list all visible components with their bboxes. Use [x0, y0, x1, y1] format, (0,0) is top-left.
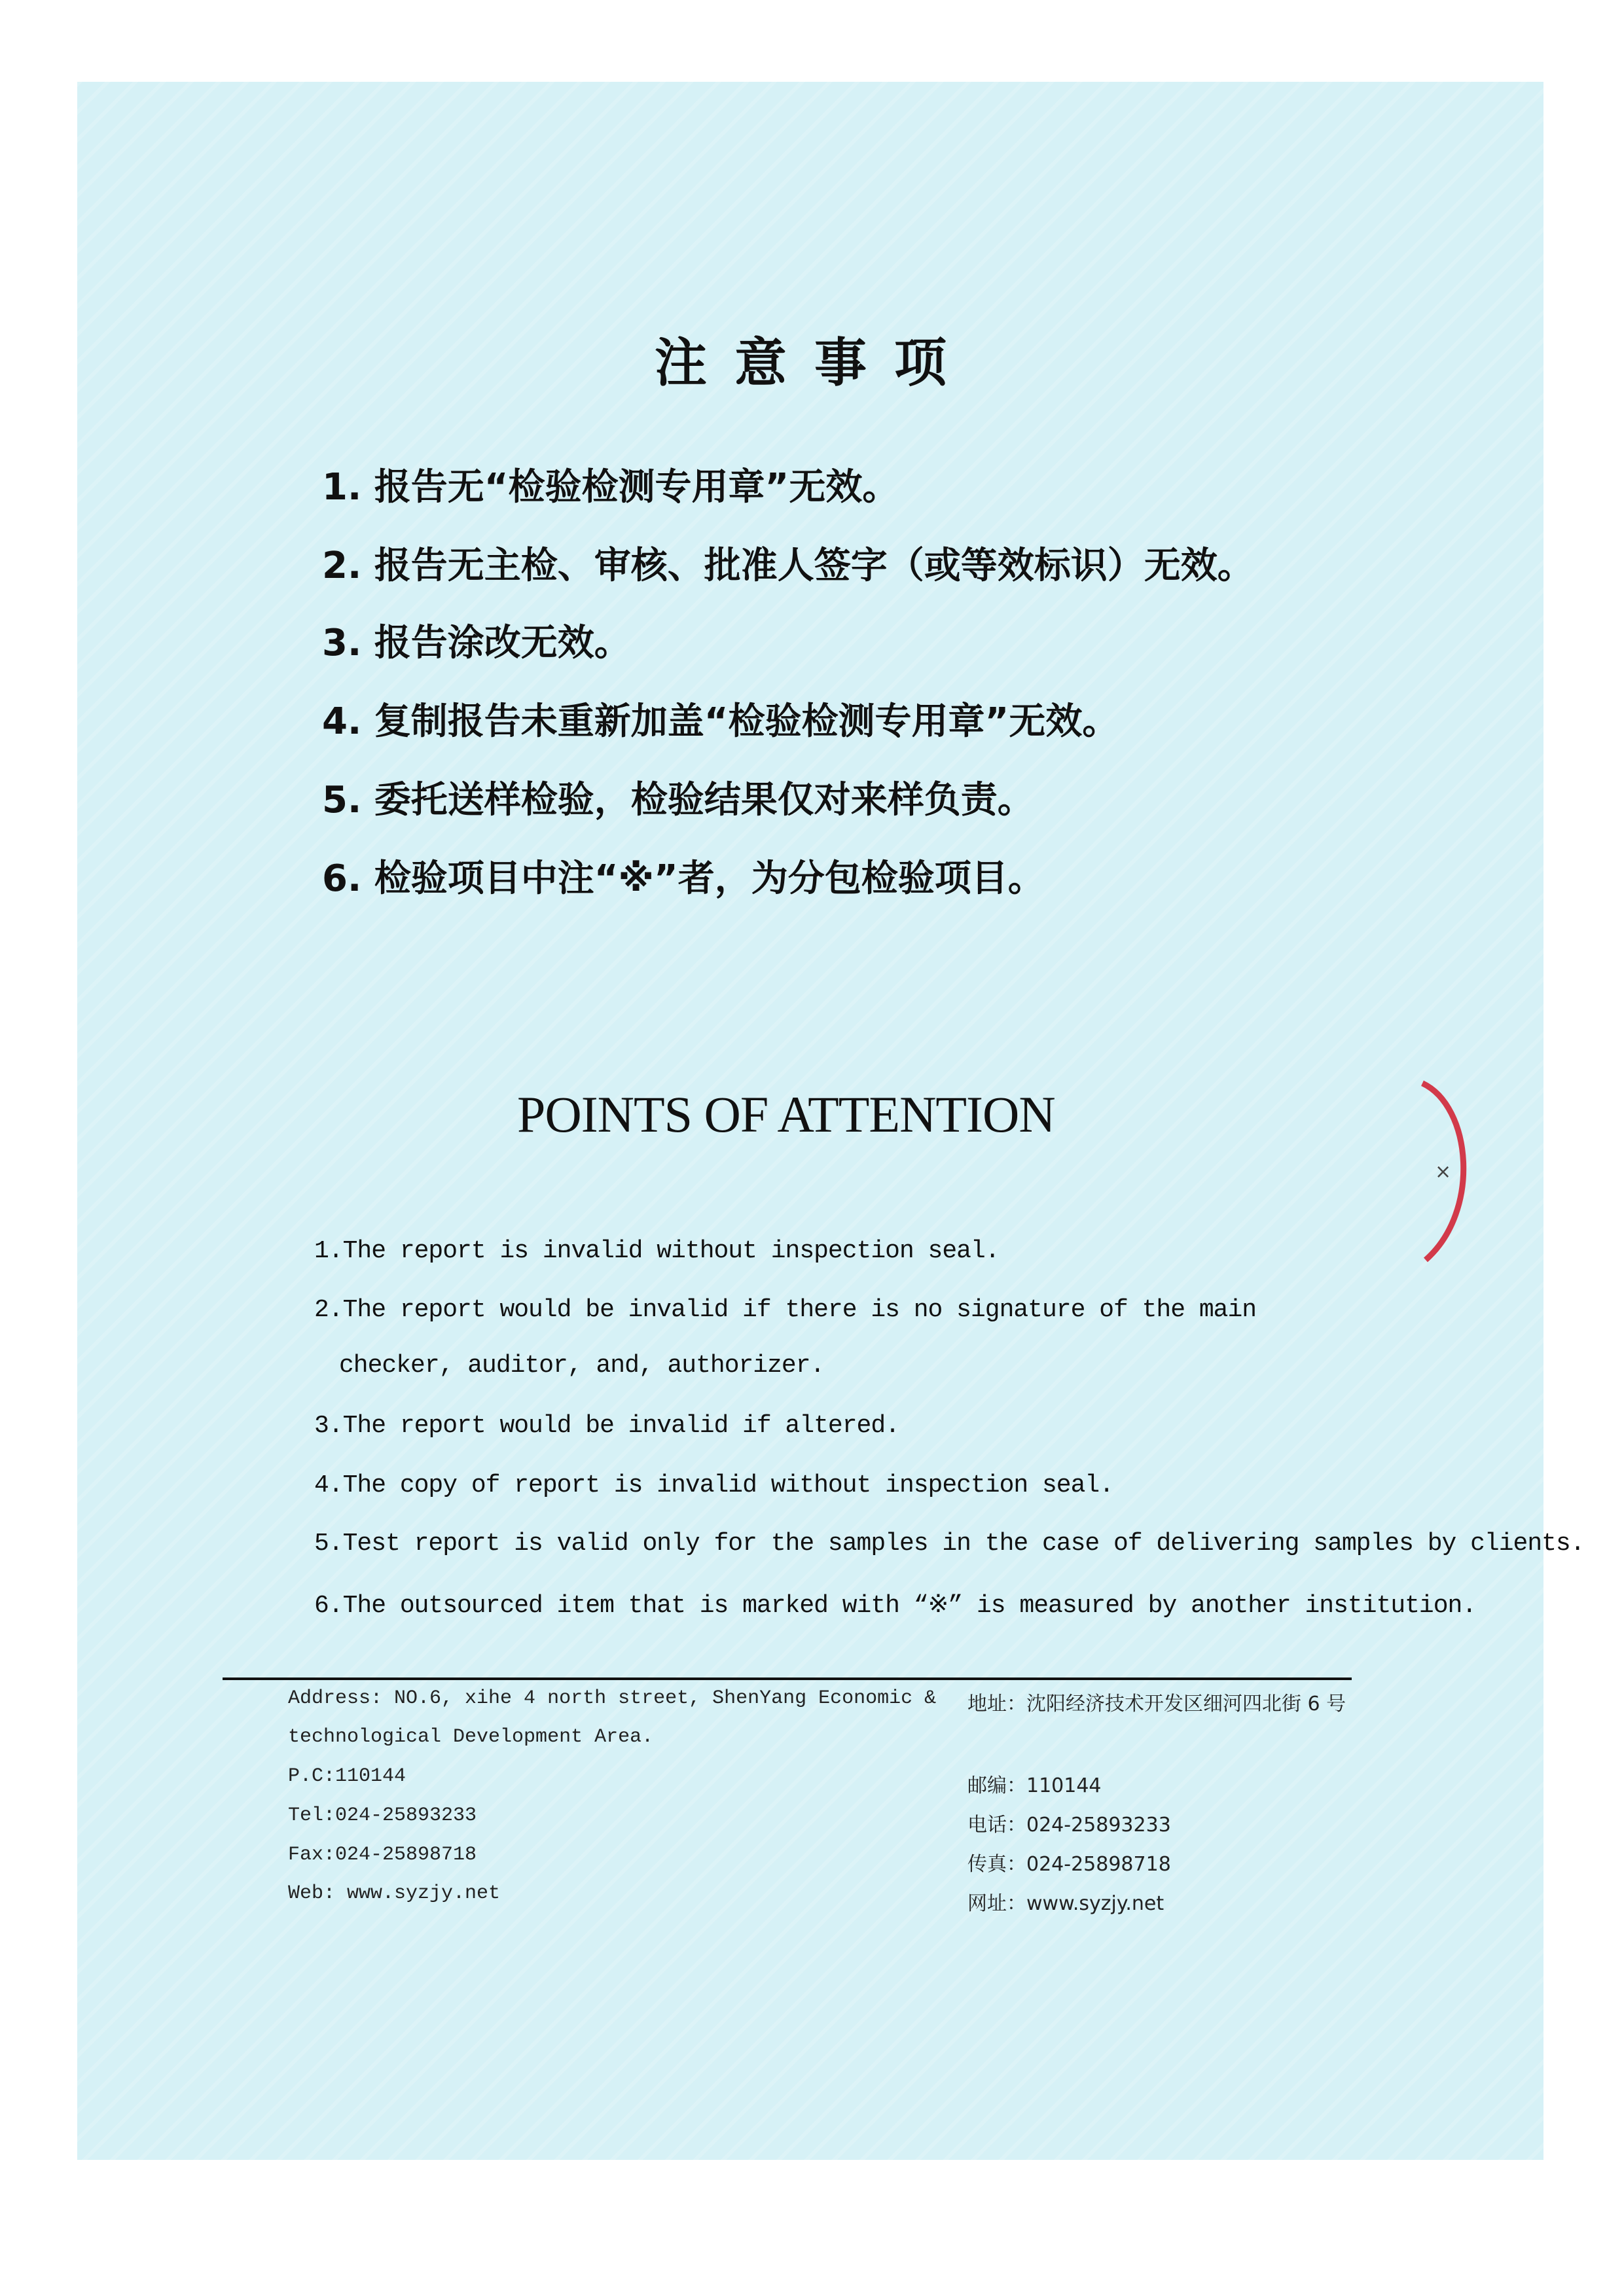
footer-cn-address: 地址：沈阳经济技术开发区细河四北街 6 号 [967, 1693, 1346, 1715]
english-item-6: 6.The outsourced item that is marked with “※” is measured by another institution. [314, 1592, 1477, 1620]
chinese-item-1: 1. 报告无“检验检测专用章”无效。 [322, 466, 899, 509]
svg-text:×: × [1435, 1160, 1452, 1183]
english-item-1: 1.The report is invalid without inspection seal. [314, 1237, 1000, 1265]
footer-website: Web: www.syzjy.net [288, 1882, 501, 1905]
footer-cn-telephone: 电话：024-25893233 [967, 1814, 1171, 1837]
footer-divider [223, 1677, 1352, 1680]
english-item-5: 5.Test report is valid only for the samples in the case of delivering samples by clients. [314, 1530, 1585, 1558]
chinese-item-2: 2. 报告无主检、审核、批准人签字（或等效标识）无效。 [322, 545, 1254, 587]
chinese-item-4: 4. 复制报告未重新加盖“检验检测专用章”无效。 [322, 700, 1119, 743]
partial-seal-stamp [1419, 1080, 1498, 1263]
english-item-2: 2.The report would be invalid if there is no signature of the main [314, 1296, 1257, 1324]
footer-cn-fax: 传真：024-25898718 [967, 1853, 1171, 1876]
english-item-3: 3.The report would be invalid if altered. [314, 1412, 899, 1440]
chinese-item-6: 6. 检验项目中注“※”者，为分包检验项目。 [322, 857, 1045, 900]
footer-address-line1: Address: NO.6, xihe 4 north street, ShenYang Economic & [288, 1687, 937, 1710]
english-title: POINTS OF ATTENTION [517, 1086, 1055, 1143]
chinese-item-3: 3. 报告涂改无效。 [322, 622, 631, 664]
footer-postcode: P.C:110144 [288, 1765, 406, 1787]
footer-address-line2: technological Development Area. [288, 1726, 654, 1748]
chinese-item-5: 5. 委托送样检验，检验结果仅对来样负责。 [322, 779, 1034, 821]
english-item-2-continued: checker, auditor, and, authorizer. [339, 1352, 825, 1380]
footer-fax: Fax:024-25898718 [288, 1844, 477, 1866]
english-item-4: 4.The copy of report is invalid without inspection seal. [314, 1471, 1114, 1499]
chinese-title: 注意事项 [655, 332, 974, 393]
footer-cn-website: 网址：www.syzjy.net [967, 1892, 1164, 1915]
footer-cn-postcode: 邮编：110144 [967, 1774, 1102, 1797]
footer-telephone: Tel:024-25893233 [288, 1804, 477, 1827]
